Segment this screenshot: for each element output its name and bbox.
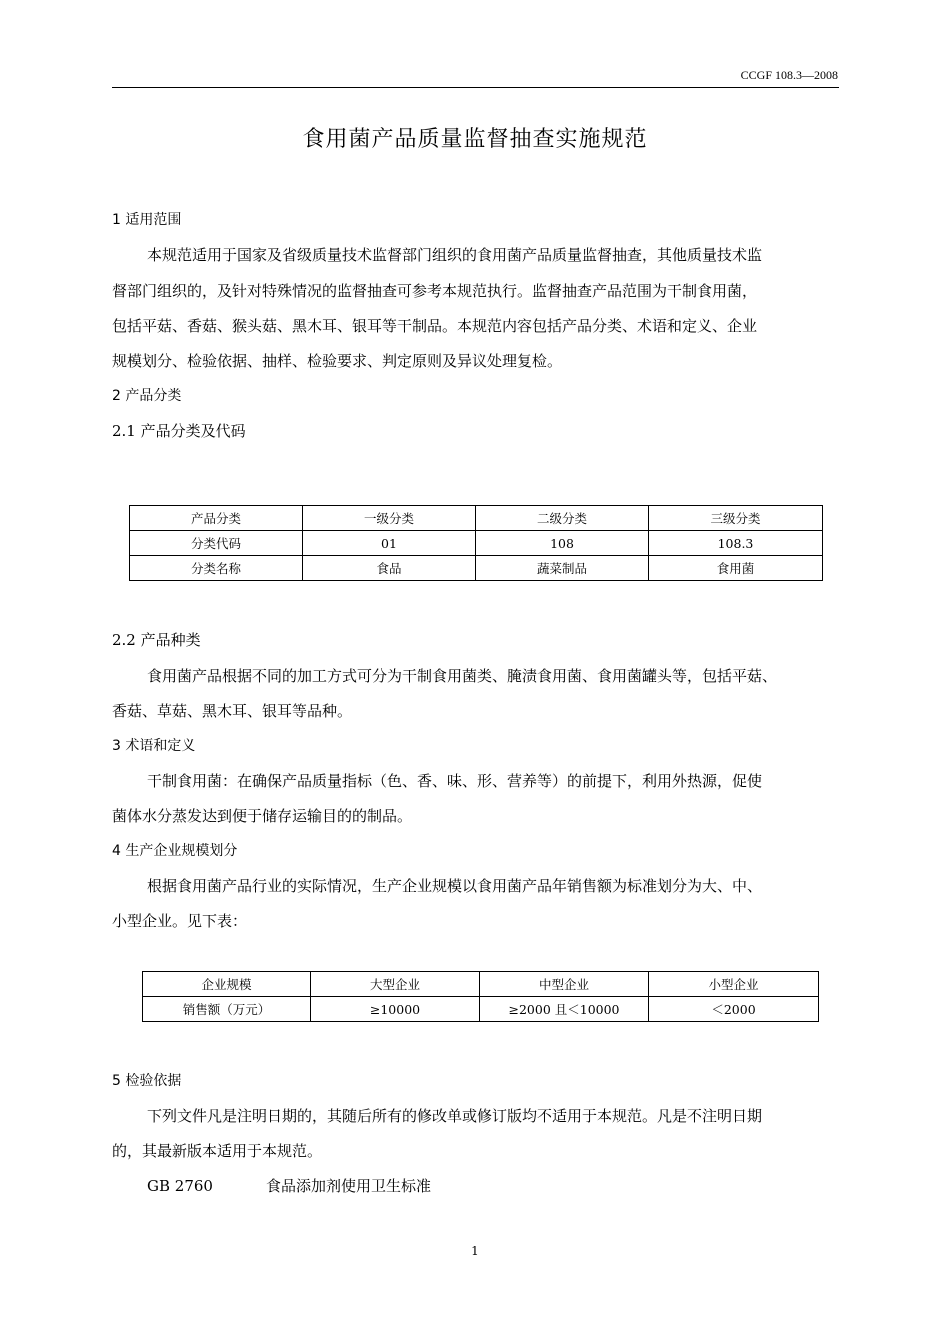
table-cell: 108.3 <box>649 531 823 556</box>
table-cell: 食用菌 <box>649 556 823 581</box>
table-cell: ≥2000 且＜10000 <box>480 997 649 1022</box>
table-header-cell: 一级分类 <box>303 506 476 531</box>
document-code: CCGF 108.3—2008 <box>740 68 838 82</box>
table-header-cell: 产品分类 <box>130 506 303 531</box>
page-number: 1 <box>471 1244 479 1258</box>
paragraph-line: 干制食用菌：在确保产品质量指标（色、香、味、形、营养等）的前提下，利用外热源，促使 <box>147 772 763 790</box>
table-header-row <box>143 972 819 997</box>
table-row <box>130 531 823 556</box>
reference-title: 食品添加剂使用卫生标准 <box>266 1177 432 1195</box>
table-cell: 108 <box>476 531 649 556</box>
table-cell: 分类代码 <box>130 531 303 556</box>
paragraph-line: 下列文件凡是注明日期的，其随后所有的修改单或修订版均不适用于本规范。凡是不注明日期 <box>147 1107 763 1125</box>
table-cell: 销售额（万元） <box>143 997 311 1022</box>
product-classification-table <box>129 505 823 581</box>
table-header-cell: 企业规模 <box>143 972 311 997</box>
paragraph-line: 菌体水分蒸发达到便于储存运输目的的制品。 <box>112 807 413 825</box>
document-title: 食用菌产品质量监督抽查实施规范 <box>302 127 648 152</box>
subsection-heading: 2.2 产品种类 <box>112 631 201 649</box>
table-header-cell: 中型企业 <box>480 972 649 997</box>
paragraph-line: 督部门组织的，及针对特殊情况的监督抽查可参考本规范执行。监督抽查产品范围为干制食用菌， <box>112 282 758 300</box>
section-heading: 4 生产企业规模划分 <box>112 843 238 859</box>
table-cell: 分类名称 <box>130 556 303 581</box>
subsection-heading: 2.1 产品分类及代码 <box>112 422 246 440</box>
enterprise-scale-table <box>142 971 819 1022</box>
paragraph-line: 香菇、草菇、黑木耳、银耳等品种。 <box>112 702 353 720</box>
table-header-cell: 三级分类 <box>649 506 823 531</box>
header-rule <box>112 87 839 88</box>
paragraph-line: 本规范适用于国家及省级质量技术监督部门组织的食用菌产品质量监督抽查，其他质量技术监 <box>147 246 763 264</box>
table-cell: 食品 <box>303 556 476 581</box>
paragraph-line: 规模划分、检验依据、抽样、检验要求、判定原则及异议处理复检。 <box>112 352 563 370</box>
table-header-cell: 小型企业 <box>649 972 819 997</box>
paragraph-line: 小型企业。见下表： <box>112 912 248 930</box>
table-row <box>143 997 819 1022</box>
table-header-cell: 大型企业 <box>311 972 480 997</box>
section-heading: 3 术语和定义 <box>112 738 196 754</box>
table-row <box>130 556 823 581</box>
reference-code: GB 2760 <box>147 1177 213 1195</box>
table-cell: ≥10000 <box>311 997 480 1022</box>
table-cell: ＜2000 <box>649 997 819 1022</box>
table-cell: 蔬菜制品 <box>476 556 649 581</box>
paragraph-line: 的，其最新版本适用于本规范。 <box>112 1142 323 1160</box>
section-heading: 1 适用范围 <box>112 212 182 228</box>
section-heading: 2 产品分类 <box>112 388 182 404</box>
table-header-row <box>130 506 823 531</box>
paragraph-line: 包括平菇、香菇、猴头菇、黑木耳、银耳等干制品。本规范内容包括产品分类、术语和定义、企业 <box>112 317 758 335</box>
paragraph-line: 食用菌产品根据不同的加工方式可分为干制食用菌类、腌渍食用菌、食用菌罐头等，包括平菇、 <box>147 667 778 685</box>
table-header-cell: 二级分类 <box>476 506 649 531</box>
paragraph-line: 根据食用菌产品行业的实际情况，生产企业规模以食用菌产品年销售额为标准划分为大、中、 <box>147 877 763 895</box>
section-heading: 5 检验依据 <box>112 1073 182 1089</box>
table-cell: 01 <box>303 531 476 556</box>
